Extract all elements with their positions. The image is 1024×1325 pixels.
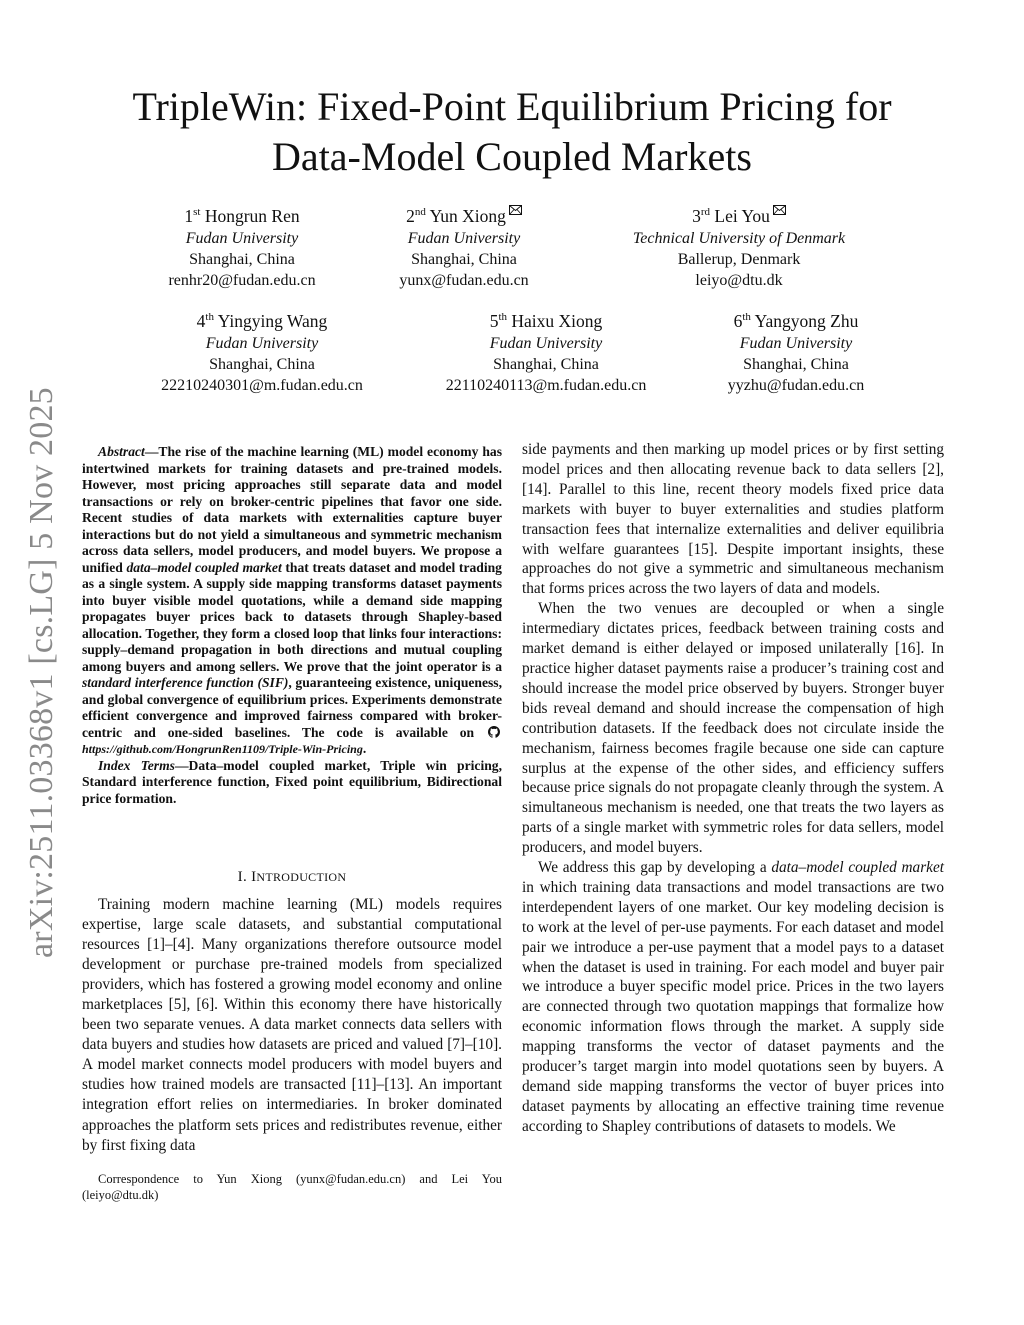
github-icon	[488, 726, 500, 738]
author-email: yyzhu@fudan.edu.cn	[727, 376, 865, 394]
author-name-line: 6th Yangyong Zhu	[733, 310, 859, 331]
right-column	[522, 440, 944, 1137]
body-term: data–model coupled market	[771, 859, 944, 877]
author-affiliation: Fudan University	[407, 229, 521, 247]
author-name-line: 1st Hongrun Ren	[184, 205, 300, 226]
author-name-line: 2nd Yun Xiong	[314, 200, 614, 228]
arxiv-stamp: arXiv:2511.03368v1 [cs.LG] 5 Nov 2025	[23, 387, 60, 958]
body-paragraph: We address this gap by developing a data–model coupled market in which training data transactions and model transactions are two interdependent layers of one market. Our key modeling decision is to work at the level of per-use payments. For each dataset and model pair we introduce a per-use payment that a model pays to a dataset when the dataset is used in training. For each model and buyer pair we introduce a buyer specific model price. Prices in the two layers are connected through two quotation mappings that formalize how economic information flows through the market. A supply side mapping transforms the vector of dataset payments and the producer’s target margin into model quotations seen by buyers. A demand side mapping transforms the vector of buyer prices into dataset payments by allocating an effective training time revenue according to Shapley contributions of datasets to models. We	[522, 859, 944, 1135]
intro-paragraph: Training modern machine learning (ML) models requires expertise, large scale datasets, and substantial computational resources [1]–[4]. Many organizations therefore outsource model development or purchase pre-trained models from specialized providers, which has fostered a growing model economy and online marketplaces [5], [6]. Within this economy there have historically been two separate venues. A data market connects data sellers with data buyers and studies how datasets are priced and valued [7]–[10]. A model market connects model producers with model buyers and studies how trained models are transacted [11]–[13]. An important integration effort relies on intermediaries. In broker dominated approaches the platform sets prices and redistributes revenue, either by first fixing data	[82, 896, 502, 1154]
author-name: Yangyong Zhu	[754, 310, 859, 331]
author-affiliation: Fudan University	[205, 334, 319, 352]
envelope-icon	[773, 205, 786, 215]
title-line-1: TripleWin: Fixed-Point Equilibrium Pricing for	[132, 84, 892, 129]
author-block-6	[646, 305, 946, 396]
footnote-text: Correspondence to Yun Xiong (yunx@fudan.edu.cn) and Lei You (leiyo@dtu.dk)	[82, 1172, 502, 1202]
abstract-block	[82, 444, 502, 807]
author-location: Ballerup, Denmark	[677, 250, 801, 268]
author-block-3	[589, 200, 889, 291]
author-email: renhr20@fudan.edu.cn	[168, 271, 316, 289]
author-block-2	[314, 200, 614, 291]
body-paragraph: When the two venues are decoupled or when a single intermediary dictates prices, feedback between training costs and market demand is either delayed or imposed unilaterally [16]. In practice higher dataset payments raise a producer’s training cost and should increase the model price observed by buyers. Stronger buyer bids reveal demand and should increase the compensation of high contribution datasets. If the feedback does not circulate inside the mechanism, fairness becomes fragile because one side can capture surplus at the expense of the other sides, and efficiency suffers because price signals do not propagate cleanly through the system. A simultaneous mechanism is needed, one that treats the two layers as parts of a single market with symmetric roles for data sellers, model producers, and model buyers.	[522, 600, 944, 857]
code-link[interactable]: https://github.com/HongrunRen1109/Triple-Win-Pricing	[82, 742, 363, 756]
author-affiliation: Fudan University	[739, 334, 853, 352]
author-email: yunx@fudan.edu.cn	[399, 271, 529, 289]
author-location: Shanghai, China	[209, 355, 315, 373]
footnote	[82, 1171, 502, 1203]
abstract-lead: Abstract	[98, 444, 145, 459]
intro-left-column	[82, 895, 502, 1156]
paper-title	[60, 82, 964, 182]
author-block-4	[112, 305, 412, 396]
author-location: Shanghai, China	[493, 355, 599, 373]
author-affiliation: Technical University of Denmark	[632, 229, 846, 247]
title-line-2: Data-Model Coupled Markets	[272, 134, 752, 179]
section-heading: I. INTRODUCTION	[237, 869, 347, 885]
author-location: Shanghai, China	[189, 250, 295, 268]
author-location: Shanghai, China	[411, 250, 517, 268]
author-name: Haixu Xiong	[511, 310, 603, 331]
author-name: Yingying Wang	[217, 310, 328, 331]
author-name-line: 4th Yingying Wang	[196, 310, 328, 331]
envelope-icon	[509, 205, 522, 215]
author-name: Yun Xiong	[429, 205, 506, 226]
author-email: 22210240301@m.fudan.edu.cn	[161, 376, 363, 394]
abstract-term: data–model coupled market	[126, 559, 282, 575]
author-name-line: 5th Haixu Xiong	[489, 310, 603, 331]
author-email: leiyo@dtu.dk	[695, 271, 783, 289]
abstract-paragraph: Abstract—The rise of the machine learning (ML) model economy has intertwined markets for training datasets and pre-trained models. However, most pricing approaches still separate data and model transactions or rely on broker-centric pipelines that favor one side. Recent studies of data markets with externalities capture buyer interactions but do not yield a simultaneous and symmetric mechanism across data sellers, model producers, and model buyers. We propose a unified data–model coupled market that treats dataset and model trading as a single system. A supply side mapping transforms dataset payments into buyer visible model quotations, while a demand side mapping propagates buyer prices back to datasets through Shapley-based allocation. Together, they form a closed loop that links four interactions: supply–demand propagation in both directions and mutual coupling among buyers and among sellers. We prove that the joint operator is a standard interference function (SIF), guaranteeing existence, uniqueness, and global convergence of equilibrium prices. Experiments demonstrate efficient convergence and improved fairness compared with broker-centric and one-sided baselines. The code is available on https://github.com/HongrunRen1109/Triple-Win-Pricing.	[82, 444, 502, 756]
index-terms-lead: Index Terms	[98, 757, 175, 773]
index-terms-paragraph: Index Terms—Data–model coupled market, Triple win pricing, Standard interference function, Fixed point equilibrium, Bidirectional price formation.	[82, 757, 502, 806]
author-affiliation: Fudan University	[185, 229, 299, 247]
author-affiliation: Fudan University	[489, 334, 603, 352]
body-paragraph: side payments and then marking up model prices or by first setting model prices and then allocating revenue back to data sellers [2], [14]. Parallel to this line, recent theory models fixed price data markets with buyer to buyer externalities and studies platform transaction fees that internalize externalities and deliver equilibria with welfare guarantees [15]. Despite important insights, these approaches do not give a symmetric and simultaneous mechanism that forms prices across the two layers of data and models.	[522, 441, 944, 598]
author-location: Shanghai, China	[743, 355, 849, 373]
author-email: 22110240113@m.fudan.edu.cn	[445, 376, 647, 394]
author-name: Lei You	[714, 205, 770, 226]
author-name-line: 3rd Lei You	[589, 200, 889, 228]
author-name: Hongrun Ren	[204, 205, 300, 226]
abstract-term: standard interference function (SIF)	[82, 675, 289, 690]
